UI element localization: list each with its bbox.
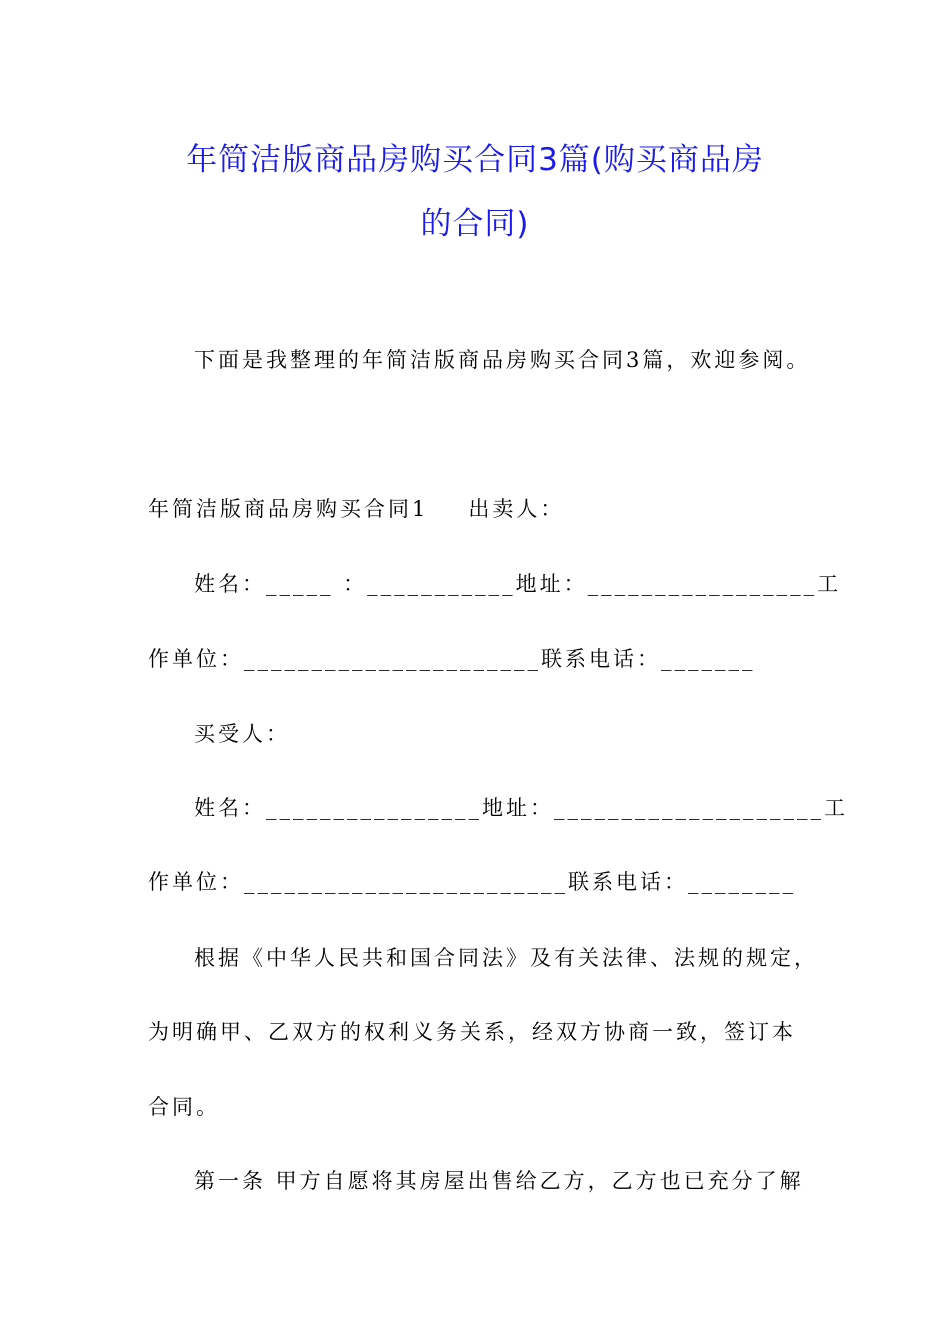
- paragraph-1-line-2: 为明确甲、乙双方的权利义务关系，经双方协商一致，签订本: [148, 1020, 796, 1044]
- buyer-info-line-2: 作单位：________________________联系电话：________: [148, 870, 796, 894]
- seller-info-line-1: 姓名：_____ ：___________地址：_________________工: [194, 572, 842, 596]
- paragraph-1-line-3: 合同。: [148, 1095, 220, 1119]
- title-line-1: 年简洁版商品房购买合同3篇(购买商品房: [186, 142, 764, 178]
- paragraph-1-line-1: 根据《中华人民共和国合同法》及有关法律、法规的规定，: [194, 946, 818, 970]
- section-1-heading-line: [148, 494, 828, 524]
- seller-info-line-2: 作单位：______________________联系电话：_______: [148, 647, 756, 671]
- section-1-heading: 年简洁版商品房购买合同1: [148, 497, 429, 521]
- article-1-line-1: 第一条 甲方自愿将其房屋出售给乙方，乙方也已充分了解: [194, 1169, 804, 1193]
- title-line-2: 的合同): [420, 206, 530, 242]
- buyer-label: 买受人：: [194, 722, 290, 746]
- intro-paragraph: 下面是我整理的年简洁版商品房购买合同3篇，欢迎参阅。: [194, 348, 811, 372]
- buyer-info-line-1: 姓名：________________地址：____________________工: [194, 796, 848, 820]
- document-title: [60, 128, 890, 256]
- seller-label: 出卖人：: [468, 497, 565, 521]
